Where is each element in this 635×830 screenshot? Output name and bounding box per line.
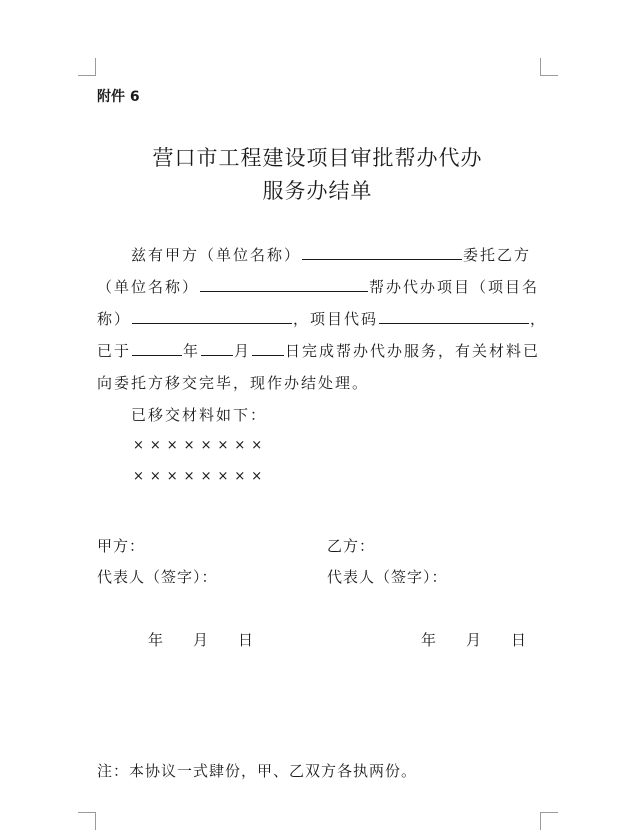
para3-text-b: ，项目代码 (293, 310, 379, 328)
date-a-month: 月 (193, 631, 209, 649)
date-a-day: 日 (238, 631, 254, 649)
date-b-month: 月 (466, 631, 482, 649)
date-a (148, 629, 253, 650)
party-a-name-blank (302, 245, 462, 260)
party-b-label: 乙方： (327, 537, 376, 555)
paragraph-line-5: 向委托方移交完毕，现作办结处理。 (97, 374, 370, 392)
para4-month-label: 月 (234, 342, 252, 360)
para2-text-a: （单位名称） (97, 278, 200, 296)
paragraph-line-1 (131, 245, 531, 265)
party-a-label: 甲方： (97, 537, 146, 555)
document-title-line2: 服务办结单 (262, 179, 373, 203)
document-title-line1: 营口市工程建设项目审批帮办代办 (152, 146, 483, 170)
year-blank (132, 341, 182, 356)
project-name-blank (132, 309, 292, 324)
crop-mark-top-left (78, 58, 96, 76)
crop-mark-bottom-left (78, 812, 96, 830)
material-item-1: ×××××××× (133, 438, 269, 453)
date-b (421, 629, 526, 650)
day-blank (252, 341, 284, 356)
para2-text-b: 帮办代办项目（项目名 (369, 278, 540, 296)
para4-year-label: 年 (183, 342, 201, 360)
crop-mark-top-right (540, 58, 558, 76)
para1-text-b: 委托乙方 (463, 246, 532, 264)
paragraph-line-4 (97, 341, 540, 361)
paragraph-line-3 (97, 309, 547, 329)
project-code-blank (379, 309, 529, 324)
party-b-name-blank (200, 277, 368, 292)
attachment-label: 附件 6 (97, 89, 140, 105)
date-b-year: 年 (421, 631, 437, 649)
para4-text-c: 日完成帮办代办服务，有关材料已 (285, 342, 541, 360)
date-b-day: 日 (511, 631, 527, 649)
para3-text-c: ， (530, 310, 548, 328)
month-blank (201, 341, 233, 356)
crop-mark-bottom-right (540, 812, 558, 830)
representative-a-label: 代表人（签字）： (97, 568, 218, 586)
materials-heading: 已移交材料如下： (131, 406, 268, 424)
material-item-2: ×××××××× (133, 469, 269, 484)
paragraph-line-2 (97, 277, 539, 297)
para3-text-a: 称） (97, 310, 132, 328)
date-a-year: 年 (148, 631, 164, 649)
footnote: 注：本协议一式肆份，甲、乙双方各执两份。 (97, 762, 418, 780)
representative-b-label: 代表人（签字）： (327, 568, 448, 586)
para1-text-a: 兹有甲方（单位名称） (131, 246, 302, 264)
para4-text-a: 已于 (97, 342, 132, 360)
